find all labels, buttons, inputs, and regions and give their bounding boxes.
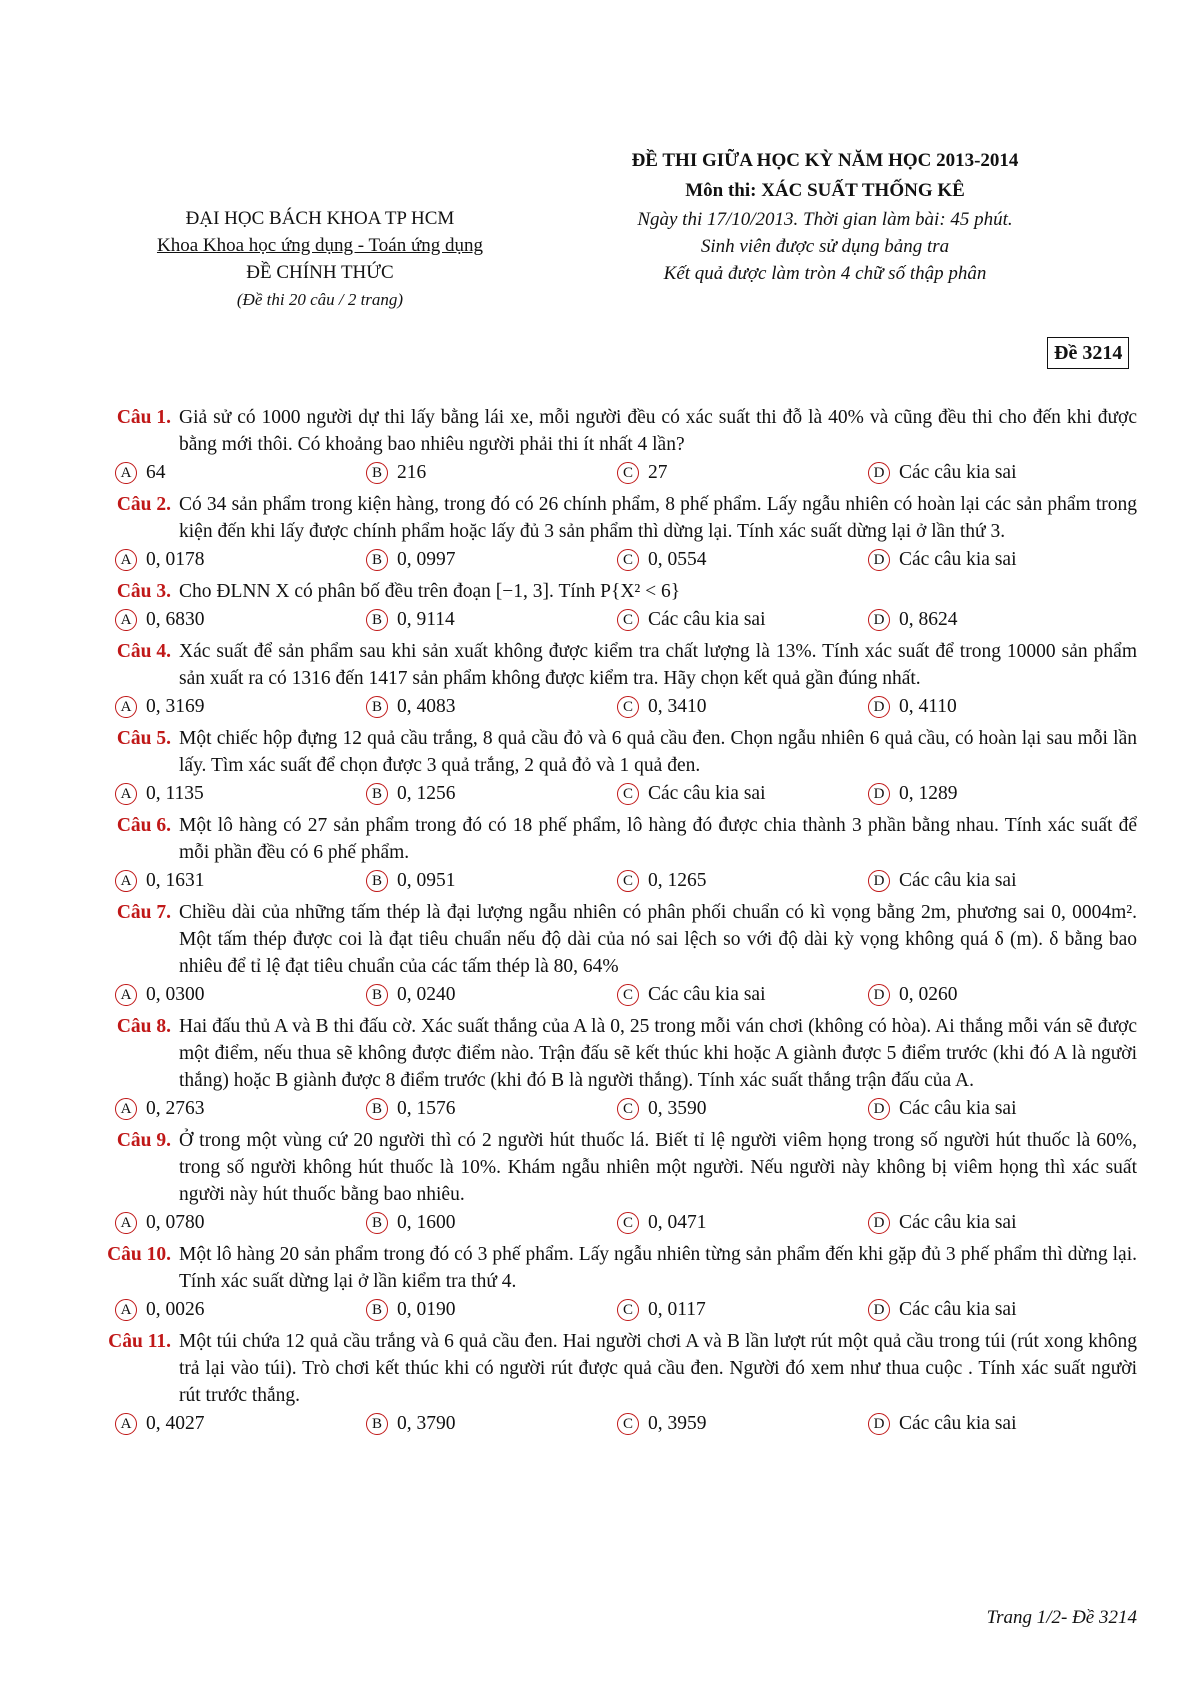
official-label: ĐỀ CHÍNH THỨC — [246, 262, 394, 283]
exam-date-time: Ngày thi 17/10/2013. Thời gian làm bài: 45 phút. — [637, 209, 1013, 230]
question-number: Câu 8. — [116, 1016, 171, 1037]
question-item — [85, 812, 1137, 896]
question-number: Câu 1. — [116, 407, 171, 428]
question-text: Một lô hàng có 27 sản phẩm trong đó có 18 phế phẩm, lô hàng đó được chia thành 3 phần bằng nhau. Tính xác suất để mỗi phần đều có 6 phế phẩm. — [179, 815, 1137, 863]
option-letter-circle: A — [115, 1299, 137, 1321]
option-letter-circle: C — [617, 1413, 639, 1435]
answer-options — [85, 866, 1137, 896]
question-number: Câu 2. — [116, 494, 171, 515]
option-value: 0, 1576 — [397, 1098, 456, 1119]
question-text: Có 34 sản phẩm trong kiện hàng, trong đó có 26 chính phẩm, 8 phế phẩm. Lấy ngẫu nhiên có hoàn lại các sản phẩm trong kiện đến khi lấy được chính phẩm hoặc lấy đủ 3 sản phẩm thì dừng lại. Tính xác suất dừng lại ở lần thứ 3. — [179, 494, 1137, 542]
option-value: 0, 0471 — [648, 1212, 707, 1233]
answer-option — [366, 1208, 617, 1238]
option-letter-circle: B — [366, 696, 388, 718]
option-value: 0, 0951 — [397, 870, 456, 891]
answer-options — [85, 980, 1137, 1010]
option-value: Các câu kia sai — [899, 1299, 1017, 1320]
answer-option — [366, 866, 617, 896]
option-letter-circle: C — [617, 462, 639, 484]
answer-options — [85, 1295, 1137, 1325]
question-text: Một chiếc hộp đựng 12 quả cầu trắng, 8 quả cầu đỏ và 6 quả cầu đen. Chọn ngẫu nhiên 6 quả cầu, có hoàn lại sau mỗi lần lấy. Tìm xác suất để chọn được 3 quả trắng, 2 quả đỏ và 1 quả đen. — [179, 728, 1137, 776]
answer-option — [868, 1409, 1119, 1439]
option-letter-circle: B — [366, 1413, 388, 1435]
option-value: 0, 3590 — [648, 1098, 707, 1119]
question-line — [85, 404, 1137, 458]
option-value: 64 — [146, 462, 166, 483]
question-text: Một túi chứa 12 quả cầu trắng và 6 quả cầu đen. Hai người chơi A và B lần lượt rút một quả cầu trong túi (rút xong không trả lại vào túi). Trò chơi kết thúc khi có người rút được quả cầu đen. Người đó xem như thua cuộc . Tính xác suất người rút trước thắng. — [179, 1331, 1137, 1406]
option-value: 0, 4110 — [899, 696, 957, 717]
option-letter-circle: C — [617, 870, 639, 892]
question-text: Cho ĐLNN X có phân bố đều trên đoạn [−1, 3]. Tính P{X² < 6} — [179, 581, 681, 602]
option-letter-circle: B — [366, 462, 388, 484]
option-letter-circle: C — [617, 783, 639, 805]
question-text: Xác suất để sản phẩm sau khi sản xuất không được kiểm tra chất lượng là 13%. Tính xác suất để trong 10000 sản phẩm sản xuất ra có 1316 đến 1417 sản phẩm không được kiểm tra. Hãy chọn kết quả gần đúng nhất. — [179, 641, 1137, 689]
option-letter-circle: A — [115, 696, 137, 718]
question-item — [85, 638, 1137, 722]
answer-option — [366, 779, 617, 809]
rounding-note: Kết quả được làm tròn 4 chữ số thập phân — [663, 263, 987, 284]
answer-option — [868, 545, 1119, 575]
answer-option — [868, 1094, 1119, 1124]
page-footer: Trang 1/2- Đề 3214 — [986, 1607, 1137, 1628]
option-letter-circle: B — [366, 1212, 388, 1234]
option-letter-circle: A — [115, 783, 137, 805]
option-value: 0, 4027 — [146, 1413, 205, 1434]
option-value: Các câu kia sai — [648, 609, 766, 630]
answer-option — [617, 692, 868, 722]
answer-options — [85, 1094, 1137, 1124]
option-value: Các câu kia sai — [899, 1413, 1017, 1434]
answer-option — [617, 1295, 868, 1325]
question-text: Giả sử có 1000 người dự thi lấy bằng lái xe, mỗi người đều có xác suất thi đỗ là 40% và cũng đều thi cho đến khi được bằng mới thôi. Có khoảng bao nhiêu người phải thi ít nhất 4 lần? — [179, 407, 1137, 455]
question-line — [85, 725, 1137, 779]
option-value: Các câu kia sai — [648, 984, 766, 1005]
answer-option — [868, 779, 1119, 809]
option-value: 0, 0178 — [146, 549, 205, 570]
question-item — [85, 1013, 1137, 1124]
question-line — [85, 1013, 1137, 1094]
answer-option — [366, 605, 617, 635]
option-letter-circle: B — [366, 549, 388, 571]
option-letter-circle: D — [868, 696, 890, 718]
question-line — [85, 1127, 1137, 1208]
answer-option — [868, 1295, 1119, 1325]
option-letter-circle: D — [868, 609, 890, 631]
question-text: Chiều dài của những tấm thép là đại lượng ngẫu nhiên có phân phối chuẩn có kì vọng bằng 2m, phương sai 0, 0004m². Một tấm thép được coi là đạt tiêu chuẩn nếu độ dài của nó sai lệch so với độ dài kỳ vọng không quá δ (m). δ bằng bao nhiêu để tỉ lệ đạt tiêu chuẩn của các tấm thép là 80, 64% — [179, 902, 1137, 977]
answer-option — [617, 458, 868, 488]
option-value: 0, 0026 — [146, 1299, 205, 1320]
question-item — [85, 578, 1137, 635]
option-value: 0, 1135 — [146, 783, 204, 804]
question-line — [85, 899, 1137, 980]
option-value: Các câu kia sai — [899, 870, 1017, 891]
university-header — [120, 205, 520, 313]
question-line — [85, 1328, 1137, 1409]
question-number: Câu 10. — [107, 1244, 171, 1265]
option-letter-circle: A — [115, 549, 137, 571]
answer-options — [85, 605, 1137, 635]
option-value: 0, 3410 — [648, 696, 707, 717]
option-letter-circle: C — [617, 1098, 639, 1120]
option-letter-circle: D — [868, 549, 890, 571]
question-list — [85, 404, 1137, 1442]
answer-options — [85, 779, 1137, 809]
question-text: Ở trong một vùng cứ 20 người thì có 2 người hút thuốc lá. Biết tỉ lệ người viêm họng trong số người hút thuốc là 60%, trong số người không hút thuốc là 10%. Khám ngẫu nhiên một người. Nếu người này không bị viêm họng thì xác suất người này hút thuốc bằng bao nhiêu. — [179, 1130, 1137, 1205]
option-letter-circle: D — [868, 1212, 890, 1234]
option-letter-circle: D — [868, 783, 890, 805]
question-item — [85, 491, 1137, 575]
question-item — [85, 1127, 1137, 1238]
answer-option — [115, 545, 366, 575]
option-value: 0, 0780 — [146, 1212, 205, 1233]
option-value: 0, 3169 — [146, 696, 205, 717]
answer-option — [868, 866, 1119, 896]
option-value: 0, 0260 — [899, 984, 958, 1005]
answer-option — [115, 605, 366, 635]
answer-option — [617, 605, 868, 635]
option-value: 0, 0117 — [648, 1299, 706, 1320]
question-number: Câu 5. — [116, 728, 171, 749]
answer-option — [115, 980, 366, 1010]
option-value: 0, 9114 — [397, 609, 455, 630]
option-letter-circle: B — [366, 870, 388, 892]
question-number: Câu 3. — [116, 581, 171, 602]
option-value: 0, 4083 — [397, 696, 456, 717]
option-value: Các câu kia sai — [899, 549, 1017, 570]
option-value: 0, 6830 — [146, 609, 205, 630]
table-note: Sinh viên được sử dụng bảng tra — [700, 236, 950, 257]
option-value: 0, 3790 — [397, 1413, 456, 1434]
answer-option — [366, 1409, 617, 1439]
answer-options — [85, 458, 1137, 488]
option-value: 27 — [648, 462, 668, 483]
exam-title: ĐỀ THI GIỮA HỌC KỲ NĂM HỌC 2013-2014 — [631, 150, 1019, 171]
question-item — [85, 899, 1137, 1010]
exam-header — [590, 146, 1060, 287]
option-letter-circle: B — [366, 609, 388, 631]
question-line — [85, 491, 1137, 545]
option-letter-circle: A — [115, 1413, 137, 1435]
answer-option — [617, 1409, 868, 1439]
option-letter-circle: A — [115, 462, 137, 484]
question-number: Câu 4. — [116, 641, 171, 662]
option-letter-circle: D — [868, 1098, 890, 1120]
option-letter-circle: D — [868, 870, 890, 892]
answer-option — [366, 458, 617, 488]
answer-option — [617, 545, 868, 575]
question-line — [85, 638, 1137, 692]
answer-option — [115, 866, 366, 896]
question-line — [85, 578, 1137, 605]
answer-option — [617, 1094, 868, 1124]
option-value: 216 — [397, 462, 427, 483]
answer-option — [115, 1094, 366, 1124]
answer-option — [115, 779, 366, 809]
option-letter-circle: C — [617, 696, 639, 718]
answer-option — [617, 980, 868, 1010]
exam-code-box: Đề 3214 — [1047, 337, 1129, 369]
answer-option — [868, 458, 1119, 488]
exam-subject: Môn thi: XÁC SUẤT THỐNG KÊ — [685, 180, 965, 201]
university-name: ĐẠI HỌC BÁCH KHOA TP HCM — [185, 208, 455, 229]
answer-option — [115, 1409, 366, 1439]
question-text: Một lô hàng 20 sản phẩm trong đó có 3 phế phẩm. Lấy ngẫu nhiên từng sản phẩm đến khi gặp đủ 3 phế phẩm thì dừng lại. Tính xác suất dừng lại ở lần kiểm tra thứ 4. — [179, 1244, 1137, 1292]
option-letter-circle: D — [868, 1299, 890, 1321]
option-value: Các câu kia sai — [899, 1098, 1017, 1119]
option-letter-circle: D — [868, 462, 890, 484]
answer-option — [868, 1208, 1119, 1238]
question-item — [85, 1328, 1137, 1439]
option-value: 0, 1600 — [397, 1212, 456, 1233]
answer-options — [85, 692, 1137, 722]
answer-option — [115, 692, 366, 722]
answer-option — [366, 980, 617, 1010]
option-value: 0, 1289 — [899, 783, 958, 804]
option-value: 0, 1265 — [648, 870, 707, 891]
answer-option — [617, 866, 868, 896]
answer-option — [366, 1094, 617, 1124]
option-letter-circle: B — [366, 783, 388, 805]
answer-option — [115, 458, 366, 488]
option-letter-circle: D — [868, 1413, 890, 1435]
faculty-name: Khoa Khoa học ứng dụng - Toán ứng dụng — [156, 235, 484, 256]
question-item — [85, 404, 1137, 488]
answer-option — [868, 605, 1119, 635]
option-letter-circle: C — [617, 609, 639, 631]
option-letter-circle: B — [366, 1098, 388, 1120]
option-letter-circle: C — [617, 1299, 639, 1321]
question-text: Hai đấu thủ A và B thi đấu cờ. Xác suất thắng của A là 0, 25 trong mỗi ván chơi (không có hòa). Ai thắng mỗi ván sẽ được một điểm, nếu thua sẽ không được điểm nào. Trận đấu sẽ kết thúc khi hoặc A giành được 5 điểm trước (khi đó A là người thắng) hoặc B giành được 8 điểm trước (khi đó B là người thắng). Tính xác suất thắng trận đấu của A. — [179, 1016, 1137, 1091]
answer-option — [366, 1295, 617, 1325]
option-letter-circle: A — [115, 870, 137, 892]
option-value: Các câu kia sai — [648, 783, 766, 804]
answer-options — [85, 1208, 1137, 1238]
question-number: Câu 9. — [116, 1130, 171, 1151]
option-value: 0, 0190 — [397, 1299, 456, 1320]
option-value: 0, 0300 — [146, 984, 205, 1005]
option-letter-circle: A — [115, 984, 137, 1006]
option-value: 0, 0240 — [397, 984, 456, 1005]
question-line — [85, 1241, 1137, 1295]
option-letter-circle: A — [115, 1098, 137, 1120]
answer-option — [366, 545, 617, 575]
option-value: 0, 2763 — [146, 1098, 205, 1119]
option-letter-circle: D — [868, 984, 890, 1006]
option-letter-circle: C — [617, 984, 639, 1006]
question-line — [85, 812, 1137, 866]
question-number: Câu 11. — [108, 1331, 171, 1352]
answer-option — [115, 1295, 366, 1325]
answer-options — [85, 1409, 1137, 1439]
option-value: 0, 0997 — [397, 549, 456, 570]
question-number: Câu 7. — [116, 902, 171, 923]
answer-option — [115, 1208, 366, 1238]
option-letter-circle: B — [366, 984, 388, 1006]
answer-options — [85, 545, 1137, 575]
option-value: 0, 1631 — [146, 870, 205, 891]
answer-option — [617, 1208, 868, 1238]
option-value: 0, 8624 — [899, 609, 958, 630]
option-letter-circle: C — [617, 1212, 639, 1234]
option-letter-circle: A — [115, 609, 137, 631]
answer-option — [868, 692, 1119, 722]
question-item — [85, 1241, 1137, 1325]
option-value: Các câu kia sai — [899, 1212, 1017, 1233]
option-letter-circle: C — [617, 549, 639, 571]
question-number: Câu 6. — [116, 815, 171, 836]
option-value: 0, 0554 — [648, 549, 707, 570]
option-letter-circle: A — [115, 1212, 137, 1234]
pages-note: (Đề thi 20 câu / 2 trang) — [236, 290, 404, 309]
option-value: 0, 3959 — [648, 1413, 707, 1434]
option-value: 0, 1256 — [397, 783, 456, 804]
answer-option — [868, 980, 1119, 1010]
option-value: Các câu kia sai — [899, 462, 1017, 483]
answer-option — [366, 692, 617, 722]
answer-option — [617, 779, 868, 809]
option-letter-circle: B — [366, 1299, 388, 1321]
question-item — [85, 725, 1137, 809]
